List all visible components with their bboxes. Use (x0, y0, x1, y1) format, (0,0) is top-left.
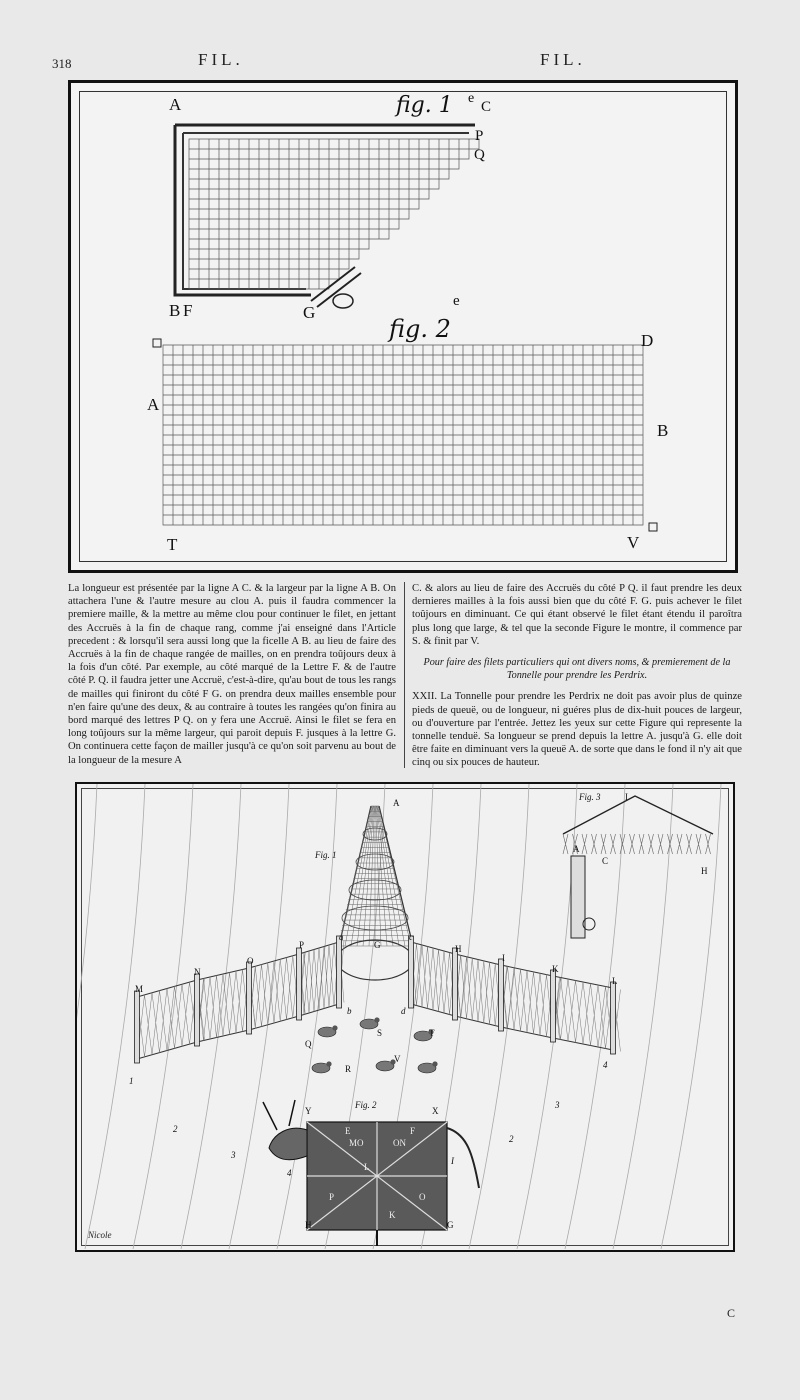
running-head-right: FIL. (540, 50, 586, 69)
scene-label-b: b (347, 1006, 352, 1016)
fig2-label-a: A (147, 395, 160, 414)
partridge-head (326, 1061, 331, 1066)
right-wing-stake (551, 970, 556, 1042)
field-furrow (181, 784, 241, 1249)
fig1-label-e: e (468, 91, 475, 106)
paragraph-decreasing: C. & alors au lieu de faire des Accruës du côté P Q. il faut prendre les deux dernieres mailles à la fois aussi bien que du côté F. G. puis achever le filet toûjours en diminuant. Ce qui étant observé le filet étant étendu il paroîtra plus long que large, & tel que la seconde Figure le montre, il commence par S. & finit par V. (412, 583, 742, 647)
scene-fig1-label: Fig. 1 (315, 850, 337, 860)
fig1-cord-outer (175, 125, 475, 295)
left-wing-stake (297, 948, 302, 1020)
left-wing-stake (337, 936, 342, 1008)
fig2-label-d: D (641, 331, 654, 350)
scene-label-r: R (345, 1064, 352, 1074)
scene-fig2-label: Fig. 2 (355, 1100, 377, 1110)
field-number-2: 2 (173, 1124, 178, 1134)
catchword: C (727, 1306, 736, 1320)
plate-tonnelle-scene (75, 782, 735, 1252)
cow-head (269, 1128, 307, 1160)
cart-label-on: ON (393, 1138, 406, 1148)
partridge-head (432, 1061, 437, 1066)
cart-label-l: L (364, 1162, 370, 1172)
fig2-title: fig. 2 (389, 315, 451, 343)
cart-label-mo: MO (349, 1138, 364, 1148)
fig1-net-mesh (189, 139, 479, 289)
fig1-label-g: G (303, 303, 316, 322)
left-wing-stake (247, 962, 252, 1034)
fig2-label-v: V (627, 533, 640, 552)
cart-label-p: P (329, 1192, 335, 1202)
scene-label-a: A (393, 798, 400, 808)
scene-label-k: K (552, 964, 559, 974)
scene-label-l: L (612, 976, 618, 986)
scene-label-v: V (394, 1054, 401, 1064)
fig1-net (189, 139, 479, 289)
column-rule (404, 582, 405, 768)
scene-label-p: P (299, 940, 305, 950)
needle-loop (333, 294, 353, 308)
field-number-3b: 3 (555, 1100, 560, 1110)
right-wing-stake (611, 982, 616, 1054)
cart-label-i: I (451, 1156, 454, 1166)
scene-label-h: H (455, 944, 462, 954)
page-number: 318 (52, 56, 72, 71)
left-wing-stake (195, 974, 200, 1046)
fig1-title: fig. 1 (396, 93, 453, 118)
tonnelle-engraving (77, 784, 732, 1249)
fig2-label-b: B (657, 421, 669, 440)
field-number-3: 3 (231, 1150, 236, 1160)
fig3-label-a: A (573, 844, 580, 854)
scene-label-x: X (432, 1106, 439, 1116)
running-head-left: FIL. (198, 50, 244, 69)
fig1-label-c: C (481, 99, 492, 115)
field-number-2b: 2 (509, 1134, 514, 1144)
fig2-corner-peg-d (153, 339, 161, 347)
scene-label-o: O (247, 956, 254, 966)
fig1-label-p: P (475, 128, 484, 144)
cow-horns (263, 1100, 295, 1130)
cart-label-h: H (305, 1220, 312, 1230)
fig1-label-b: B (169, 301, 181, 320)
cart-label-k: K (389, 1210, 396, 1220)
fig1-label-f: F (183, 301, 193, 320)
scene-label-s: S (377, 1028, 383, 1038)
paragraph-length-width: La longueur est présentée par la ligne A C. & la largeur par la ligne A B. On attachera l'une & l'autre mesure au clou A. puis il faudra commencer la premiere maille, & la mettre au même clou pour continuer le filet, en jettant des Accruës à la fin de chaque rang, comme j'ai enseigné dans l'Article precedent : & lorsqu'il sera aussi long que la ficelle A B. au lieu de faire des Accruës à la fin de chaque rangée de mailles, on en prendra toûjours deux à la fois d'un côté. Par exemple, au côté marqué de la Lettre F. & de l'autre côté P. Q. il faudra jetter une Accruë, c'est-à-dire, qu'au bout de tous les rangs de mailles qui finiront du côté F G. on prendra deux mailles ensemble pour n'en faire qu'une des deux, & au contraire à toutes les rangées qu'on finira au bord marqué des lettres P Q. on y fera une Accruë. Ainsi le filet se fera en long toûjours sur la même largeur, qui paroit depuis F. jusques à la lettre G. On continuera cette façon de mailler jusqu'à ce qu'on soit parvenu au bout de la longueur de la mesure A (68, 583, 396, 766)
left-wing-stake (135, 991, 140, 1063)
scene-label-d: d (401, 1006, 406, 1016)
cart-label-f: F (410, 1126, 416, 1136)
fig1-label-q: Q (474, 147, 485, 163)
fig1-label-a: A (169, 95, 182, 114)
scene-label-t: T (429, 1028, 435, 1038)
field-number-4: 4 (287, 1168, 292, 1178)
partridge-head (374, 1017, 379, 1022)
scene-label-c: c (409, 932, 413, 942)
text-column-right (412, 582, 742, 770)
fig3-net (563, 834, 711, 854)
field-furrow (77, 784, 97, 1249)
left-wing-mesh (137, 941, 344, 1060)
scene-label-a-lower: a (339, 932, 344, 942)
scene-label-q: Q (305, 1039, 312, 1049)
cart-label-o: O (419, 1192, 426, 1202)
scene-label-y: Y (305, 1106, 312, 1116)
fig3-label-h: H (701, 866, 708, 876)
scene-label-m: M (135, 984, 144, 994)
fig2-net-mesh (163, 345, 643, 525)
cart-label-g: G (447, 1220, 454, 1230)
partridge-head (332, 1025, 337, 1030)
section-subhead: Pour faire des filets particuliers qui ont divers noms, & premierement de la Tonnelle pour prendre les Perdrix. (423, 657, 731, 682)
field-number-1: 1 (129, 1076, 134, 1086)
scene-label-i: I (502, 953, 505, 963)
field-furrow (661, 784, 721, 1249)
scene-fig3-label: Fig. 3 (579, 792, 601, 802)
field-furrow (613, 784, 673, 1249)
right-wing-stake (409, 936, 414, 1008)
right-wing-stake (453, 948, 458, 1020)
fig1-cord-inner (183, 133, 469, 289)
scene-label-n: N (194, 967, 201, 977)
text-column-left (68, 582, 396, 767)
fig3-label-i: I (625, 792, 628, 802)
engraver-signature: Nicole (88, 1230, 112, 1240)
fig2-label-e: e (453, 293, 460, 309)
plate-net-figures (68, 80, 738, 573)
fig2-label-t: T (167, 535, 178, 554)
paragraph-tonnelle: XXII. La Tonnelle pour prendre les Perdrix ne doit pas avoir plus de quinze pieds de queuë, ou de longueur, ni guéres plus de dix-huit pouces de largeur, ou d'ouverture par l'entrée. Jettez les yeux sur cette Figure qui represente la tonnelle tenduë. Sa longueur se prend depuis la lettre A. jusqu'à G. elle doit être faite en diminuant vers la queuë A. de sorte que dans le fond il n'y ait que cinq ou six pouces de hauteur. (412, 691, 742, 769)
right-wing-stake (499, 959, 504, 1031)
field-number-4b: 4 (603, 1060, 608, 1070)
cart-cross-bars (307, 1122, 447, 1230)
fig3-label-c: C (602, 856, 609, 866)
scene-label-g: G (374, 940, 381, 950)
cart-label-e: E (345, 1126, 351, 1136)
fig2-corner-peg-v (649, 523, 657, 531)
